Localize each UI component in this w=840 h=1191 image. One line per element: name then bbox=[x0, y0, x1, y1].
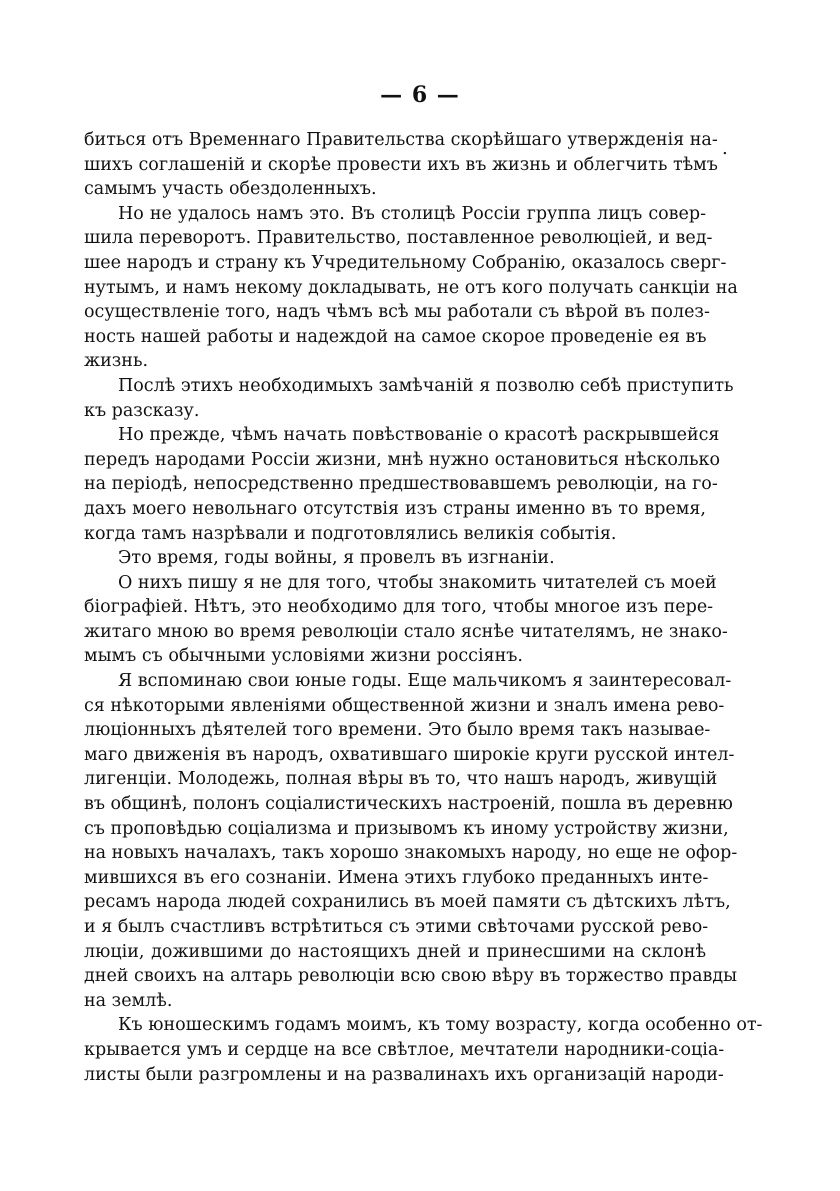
text-line: на періодѣ, непосредственно предшествовавшемъ революціи, на го- bbox=[84, 474, 718, 495]
text-line: Это время, годы войны, я провелъ въ изгнаніи. bbox=[118, 548, 555, 569]
paragraph bbox=[84, 1013, 763, 1087]
text-line: Я вспоминаю свои юные годы. Еще мальчикомъ я заинтересовал- bbox=[118, 671, 732, 692]
text-line: биться отъ Временнаго Правительства скорѣйшаго утвержденія на- bbox=[84, 130, 718, 150]
text-line: Къ юношескимъ годамъ моимъ, къ тому возрасту, когда особенно от- bbox=[118, 1015, 763, 1036]
text-line: и я былъ счастливъ встрѣтиться съ этими свѣточами русской рево- bbox=[84, 917, 709, 937]
text-line: листы были разгромлены и на развалинахъ ихъ организацій народи- bbox=[84, 1064, 724, 1085]
stray-mark: . bbox=[722, 138, 728, 159]
text-line: на новыхъ началахъ, такъ хорошо знакомыхъ народу, но еще не офор- bbox=[84, 843, 738, 864]
text-line: съ проповѣдью соціализма и призывомъ къ иному устройству жизни, bbox=[84, 818, 729, 839]
text-line: ся нѣкоторыми явленіями общественной жизни и зналъ имена рево- bbox=[84, 695, 725, 716]
text-line: дахъ моего невольнаго отсутствія изъ страны именно въ то время, bbox=[84, 498, 706, 519]
paragraph bbox=[84, 571, 728, 669]
paragraph bbox=[84, 546, 706, 571]
text-line: жизнь. bbox=[84, 351, 149, 372]
text-line: Но прежде, чѣмъ начать повѣствованіе о красотѣ раскрывшейся bbox=[118, 425, 720, 446]
paragraph bbox=[84, 202, 738, 374]
text-line: О нихъ пишу я не для того, чтобы знакомить читателей съ моей bbox=[118, 572, 717, 593]
text-line: Послѣ этихъ необходимыхъ замѣчаній я позволю себѣ приступить bbox=[118, 375, 734, 396]
text-line: въ общинѣ, полонъ соціалистическихъ настроеній, пошла въ деревню bbox=[84, 794, 733, 815]
text-line: самымъ участь обездоленныхъ. bbox=[84, 179, 377, 200]
text-line: на землѣ. bbox=[84, 990, 173, 1011]
text-line: ресамъ народа людей сохранились въ моей памяти съ дѣтскихъ лѣтъ, bbox=[84, 892, 731, 913]
text-line: Но не удалось намъ это. Въ столицѣ Россіи группа лицъ совер- bbox=[118, 203, 706, 224]
text-line: шила переворотъ. Правительство, поставленное революціей, и вед- bbox=[84, 228, 713, 249]
paragraph bbox=[84, 669, 738, 1013]
text-line: шихъ соглашеній и скорѣе провести ихъ въ жизнь и облегчить тѣмъ bbox=[84, 154, 718, 175]
text-line: крывается умъ и сердце на все свѣтлое, мечтатели народники-соціа- bbox=[84, 1039, 725, 1060]
body-text bbox=[84, 128, 763, 1087]
paragraph bbox=[84, 374, 734, 423]
page-number: — 6 — bbox=[380, 82, 460, 108]
paragraph bbox=[84, 128, 718, 202]
text-line: ность нашей работы и надеждой на самое скорое проведеніе ея въ bbox=[84, 326, 707, 347]
text-line: біографіей. Нѣтъ, это необходимо для того, чтобы многое изъ пере- bbox=[84, 597, 714, 618]
text-line: осуществленіе того, надъ чѣмъ всѣ мы работали съ вѣрой въ полез- bbox=[84, 302, 710, 323]
text-line: шее народъ и страну къ Учредительному Собранію, оказалось сверг- bbox=[84, 252, 727, 273]
text-line: маго движенія въ народъ, охватившаго широкіе круги русской интел- bbox=[84, 744, 735, 765]
text-line: люціонныхъ дѣятелей того времени. Это было время такъ называе- bbox=[84, 720, 711, 741]
text-line: когда тамъ назрѣвали и подготовлялись великія событія. bbox=[84, 523, 617, 544]
text-line: дней своихъ на алтарь революціи всю свою вѣру въ торжество правды bbox=[84, 966, 738, 987]
text-line: къ разсказу. bbox=[84, 400, 200, 421]
text-line: житаго мною во время революціи стало яснѣе читателямъ, не знако- bbox=[84, 621, 728, 642]
text-line: передъ народами Россіи жизни, мнѣ нужно остановиться нѣсколько bbox=[84, 449, 721, 470]
text-line: нутымъ, и намъ некому докладывать, не отъ кого получать санкціи на bbox=[84, 277, 738, 298]
text-line: мымъ съ обычными условіями жизни россіянъ. bbox=[84, 646, 523, 667]
text-line: лигенціи. Молодежь, полная вѣры въ то, что нашъ народъ, живущій bbox=[84, 769, 718, 790]
paragraph bbox=[84, 423, 721, 546]
text-line: люціи, дожившими до настоящихъ дней и принесшими на склонѣ bbox=[84, 941, 706, 962]
text-line: мившихся въ его сознаніи. Имена этихъ глубоко преданныхъ инте- bbox=[84, 867, 709, 888]
